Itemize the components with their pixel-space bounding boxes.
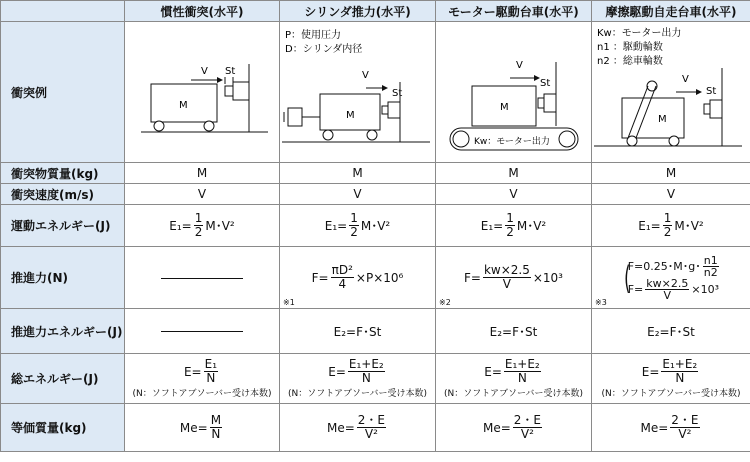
row-label-mass: 衝突物質量(kg) bbox=[1, 163, 125, 184]
mass-friction: M bbox=[592, 163, 750, 184]
mass-row bbox=[1, 163, 750, 184]
row-label-total: 総エネルギー(J) bbox=[1, 354, 125, 404]
speed-friction: V bbox=[592, 184, 750, 205]
pressure-note: P：使用圧力 bbox=[285, 30, 342, 41]
not-applicable-line bbox=[161, 331, 243, 332]
cylinder-diagram bbox=[280, 22, 436, 162]
te-friction: E₂=F･St bbox=[592, 309, 750, 354]
thrust-motor: F= $\frac{kw\times 2.5}{V}$ ×10³ ※2 bbox=[436, 247, 592, 309]
row-label-thrust: 推進力(N) bbox=[1, 247, 125, 309]
kinetic-cylinder: E₁= $\frac{1}{2}$ M･V² bbox=[280, 205, 436, 247]
bore-note: D：シリンダ内径 bbox=[285, 44, 363, 55]
equiv-inertial: Me= $\frac{M}{N}$ bbox=[125, 404, 280, 452]
te-motor: E₂=F･St bbox=[436, 309, 592, 354]
header-empty bbox=[1, 1, 125, 22]
total-cylinder: E= $\frac{\text{E₁+E₂}}{N}$ (N：ソフトアブソーバー受け本数) bbox=[280, 354, 436, 404]
not-applicable-line bbox=[161, 278, 243, 279]
velocity-label: V bbox=[201, 66, 208, 77]
velocity-label: V bbox=[516, 60, 523, 71]
stroke-label: St bbox=[225, 66, 236, 77]
stroke-label: St bbox=[706, 86, 717, 97]
row-label-kinetic: 運動エネルギー(J) bbox=[1, 205, 125, 247]
mass-inertial: M bbox=[125, 163, 280, 184]
mass-motor: M bbox=[436, 163, 592, 184]
speed-row bbox=[1, 184, 750, 205]
diagram-motor-cart bbox=[436, 22, 592, 163]
equiv-row bbox=[1, 404, 750, 452]
thrust-cylinder: F= $\frac{\text{πD²}}{4}$ ×P×10⁶ ※1 bbox=[280, 247, 436, 309]
stroke-label: St bbox=[540, 78, 551, 89]
thrust-friction: ( F=0.25･M･g･ n1 n2 F= $\frac{kw\times 2.5}{V}$ ×10³ ※3 bbox=[592, 247, 750, 309]
diagram-inertial bbox=[125, 22, 280, 163]
inertial-diagram bbox=[125, 22, 280, 162]
row-label-thrust-energy: 推進力エネルギー(J) bbox=[1, 309, 125, 354]
footnote-mark: ※2 bbox=[439, 298, 451, 307]
header-motor-cart: モーター駆動台車(水平) bbox=[436, 1, 592, 22]
diagram-friction-cart bbox=[592, 22, 750, 163]
header-cylinder: シリンダ推力(水平) bbox=[280, 1, 436, 22]
speed-motor: V bbox=[436, 184, 592, 205]
example-row bbox=[1, 22, 750, 163]
header-friction-cart: 摩擦駆動自走台車(水平) bbox=[592, 1, 750, 22]
equiv-motor: Me= $\frac{2・E}{\text{V²}}$ bbox=[436, 404, 592, 452]
friction-cart-diagram bbox=[592, 22, 750, 162]
speed-inertial: V bbox=[125, 184, 280, 205]
total-inertial: E= $\frac{\text{E₁}}{N}$ (N：ソフトアブソーバー受け本数) bbox=[125, 354, 280, 404]
total-friction: E= $\frac{\text{E₁+E₂}}{N}$ (N：ソフトアブソーバー受け本数) bbox=[592, 354, 750, 404]
mass-label: M bbox=[500, 102, 509, 113]
header-inertial: 慣性衝突(水平) bbox=[125, 1, 280, 22]
header-row bbox=[1, 1, 750, 22]
te-cylinder: E₂=F･St bbox=[280, 309, 436, 354]
footnote-mark: ※3 bbox=[595, 298, 607, 307]
thrust-row bbox=[1, 247, 750, 309]
equiv-cylinder: Me= $\frac{2・E}{\text{V²}}$ bbox=[280, 404, 436, 452]
motor-output-label: Kw：モーター出力 bbox=[474, 137, 550, 147]
velocity-label: V bbox=[362, 70, 369, 81]
row-label-speed: 衝突速度(m/s) bbox=[1, 184, 125, 205]
motor-note: Kw：モーター出力 bbox=[597, 28, 682, 39]
equiv-friction: Me= $\frac{2・E}{\text{V²}}$ bbox=[592, 404, 750, 452]
kinetic-friction: E₁= $\frac{1}{2}$ M･V² bbox=[592, 205, 750, 247]
total-row bbox=[1, 354, 750, 404]
thrust-inertial bbox=[125, 247, 280, 309]
te-inertial bbox=[125, 309, 280, 354]
row-label-example: 衝突例 bbox=[1, 22, 125, 163]
kinetic-row bbox=[1, 205, 750, 247]
kinetic-inertial: E₁= $\frac{1}{2}$ M･V² bbox=[125, 205, 280, 247]
total-wheel-note: n2 ：総車輪数 bbox=[597, 56, 663, 67]
motor-cart-diagram bbox=[436, 22, 592, 162]
mass-cylinder: M bbox=[280, 163, 436, 184]
thrust-energy-row bbox=[1, 309, 750, 354]
footnote-mark: ※1 bbox=[283, 298, 295, 307]
stroke-label: St bbox=[392, 88, 403, 99]
total-motor: E= $\frac{\text{E₁+E₂}}{N}$ (N：ソフトアブソーバー受け本数) bbox=[436, 354, 592, 404]
speed-cylinder: V bbox=[280, 184, 436, 205]
brace-icon: ( bbox=[624, 258, 631, 297]
drive-wheel-note: n1 ：駆動輪数 bbox=[597, 42, 663, 53]
mass-label: M bbox=[346, 110, 355, 121]
velocity-label: V bbox=[682, 74, 689, 85]
mass-label: M bbox=[658, 114, 667, 125]
row-label-equiv: 等価質量(kg) bbox=[1, 404, 125, 452]
kinetic-motor: E₁= $\frac{1}{2}$ M･V² bbox=[436, 205, 592, 247]
mass-label: M bbox=[179, 100, 188, 111]
diagram-cylinder bbox=[280, 22, 436, 163]
